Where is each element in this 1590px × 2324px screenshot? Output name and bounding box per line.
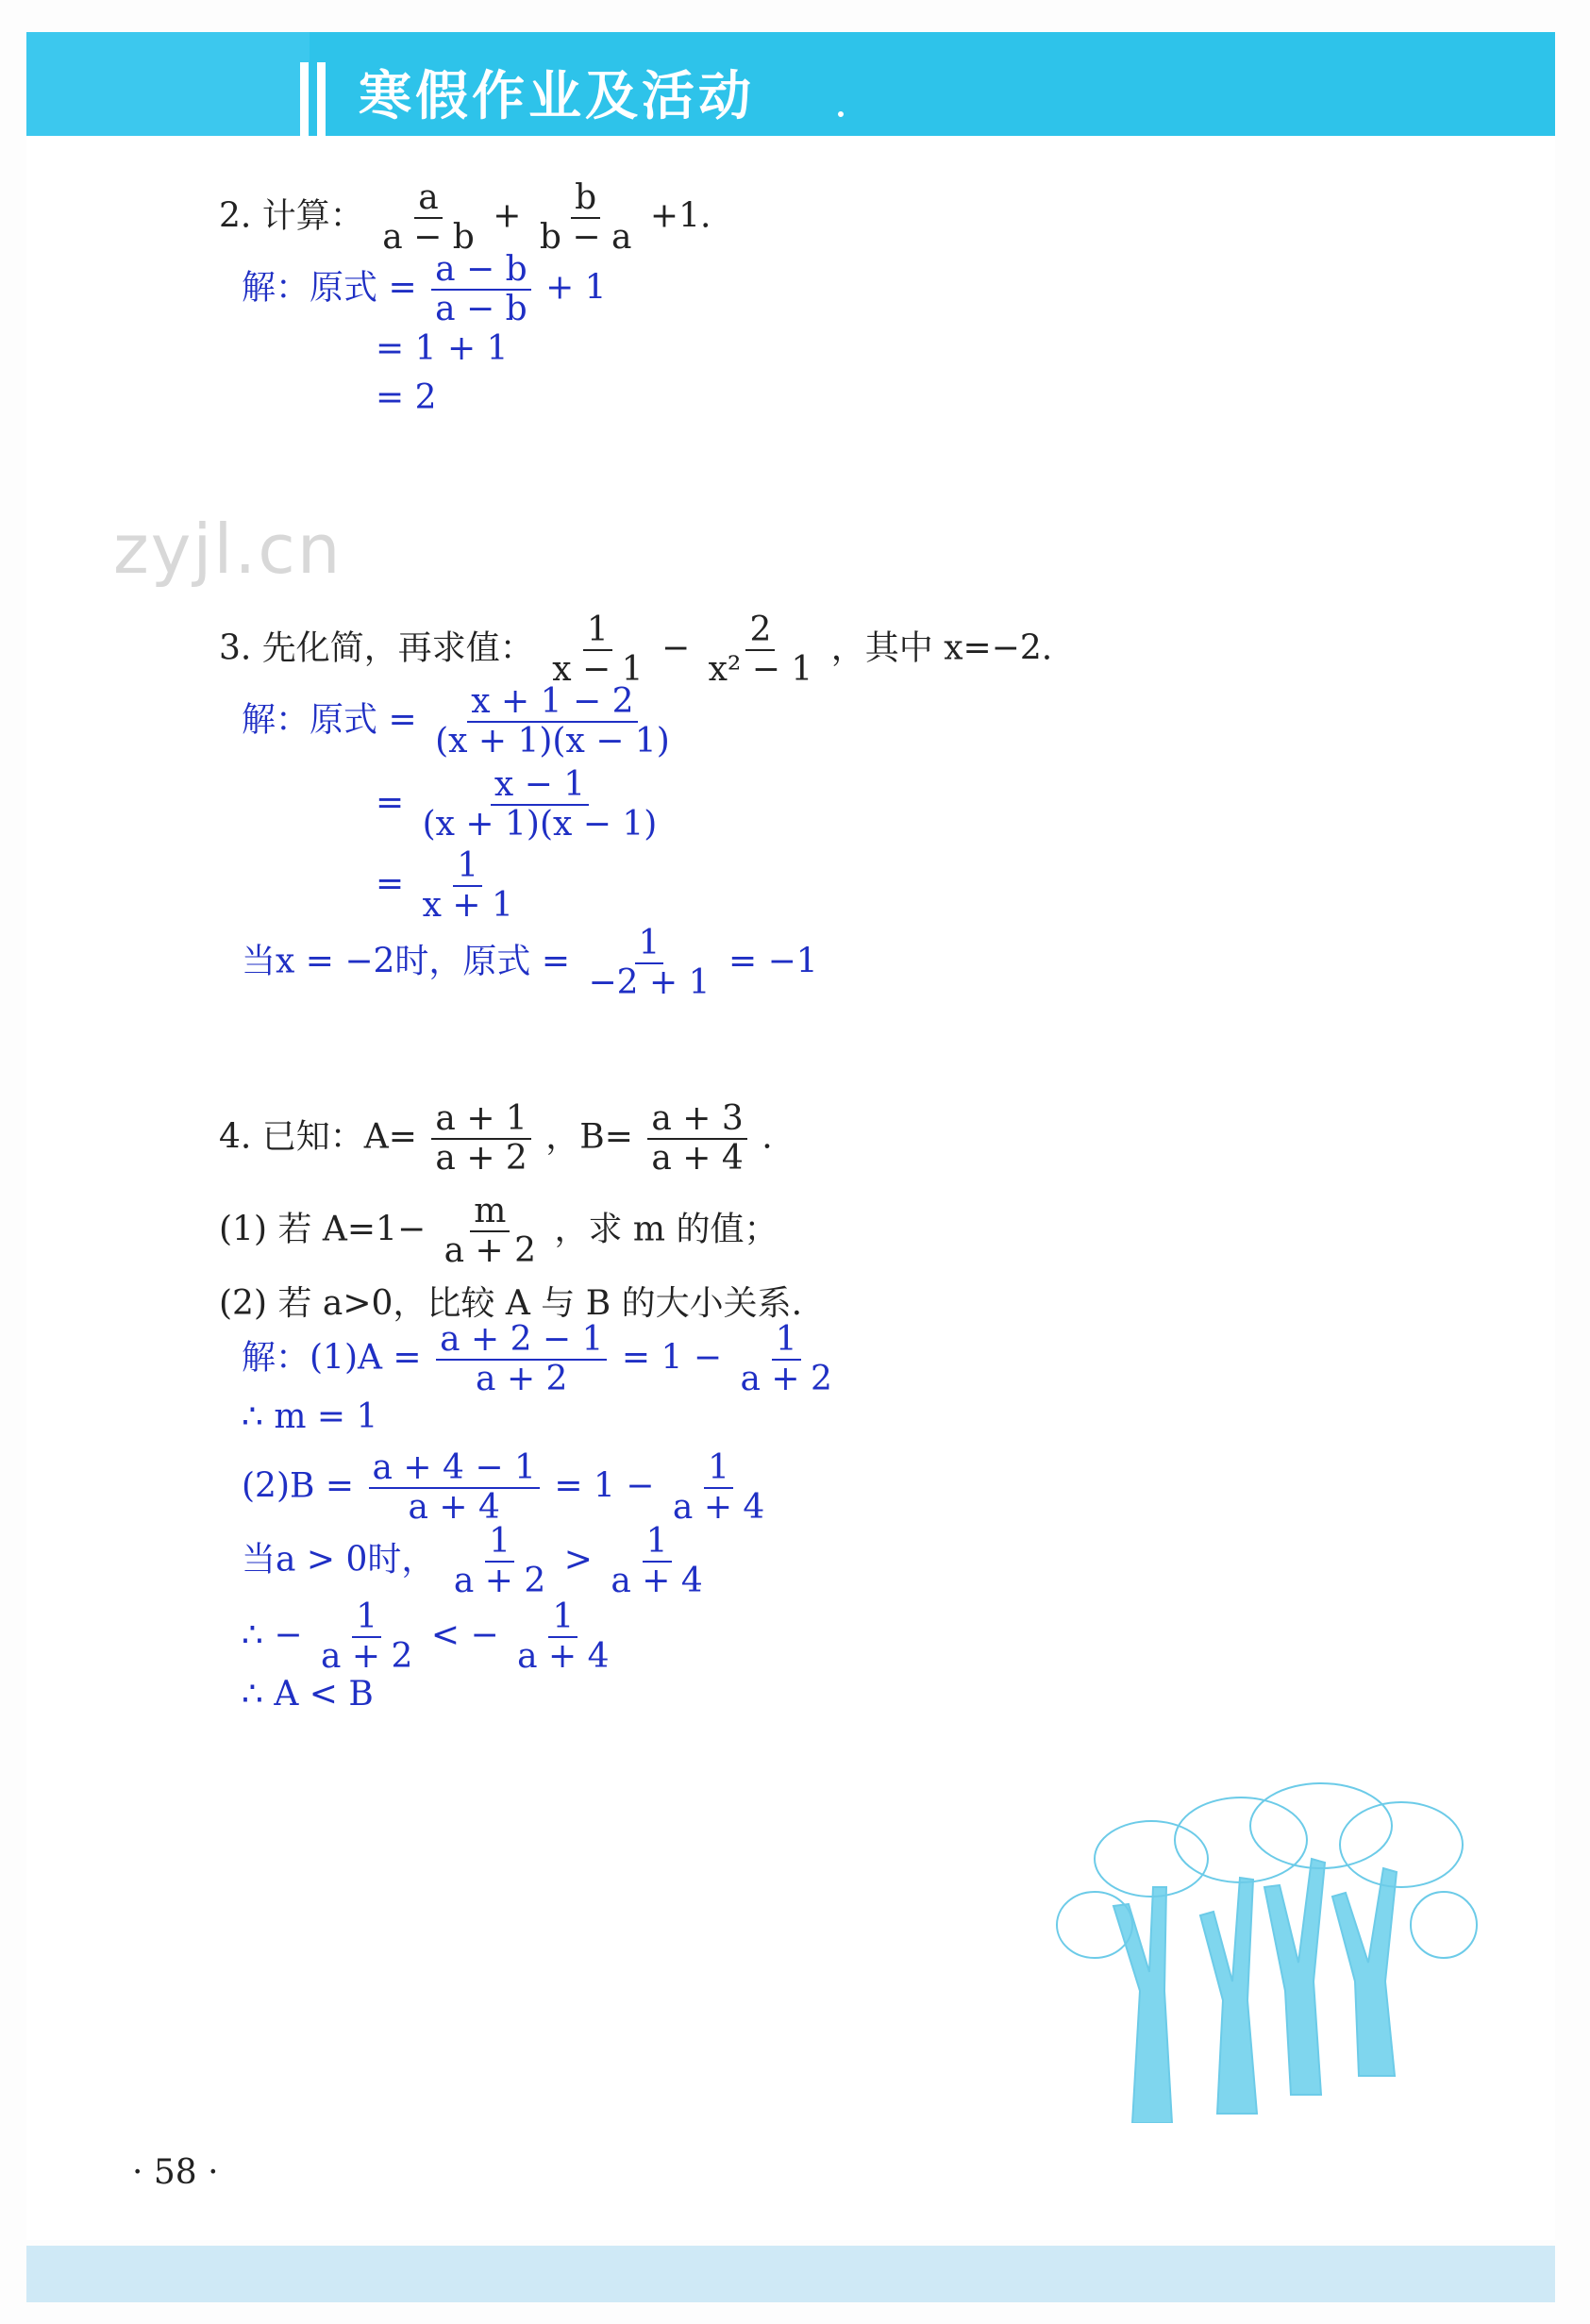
- tree-illustration: [1038, 1774, 1481, 2123]
- q2-solution-line-1: [242, 251, 607, 329]
- q4-s1-mid: = 1 −: [621, 1338, 723, 1378]
- q4-s5-mid: < −: [430, 1615, 499, 1655]
- header-title: 寒假作业及活动: [359, 66, 755, 127]
- q2-tail: +1.: [649, 196, 711, 236]
- q4-lead: 4. 已知：A=: [219, 1117, 417, 1157]
- q3-question: [219, 611, 1052, 690]
- q4-part-1-frac: $\frac{m}{a + 2}$: [444, 1192, 536, 1271]
- q4-frac-b: $\frac{a + 3}{a + 4}$: [647, 1100, 746, 1179]
- q2-frac-1: $\frac{a}{a - b}$: [382, 178, 475, 258]
- q4-solution-line-5: [242, 1598, 617, 1677]
- q3-minus: −: [661, 628, 691, 668]
- q2-question: [219, 179, 711, 258]
- q4-end: .: [762, 1117, 773, 1157]
- q4-s3-lead: (2)B =: [242, 1466, 355, 1506]
- q3-final-frac: $\frac{1}{-2 + 1}$: [588, 924, 711, 1003]
- q4-solution-line-2: ∴ m = 1: [242, 1397, 378, 1436]
- q2-sol-tail: + 1: [545, 268, 607, 308]
- q3-frac-2: $\frac{2}{\text{x² − 1}}$: [708, 610, 813, 690]
- q2-sol-frac: $\frac{a - b}{a - b}$: [431, 251, 531, 329]
- q4-part-1: [219, 1193, 778, 1271]
- q4-s5-frac-2: $\frac{1}{a + 4}$: [517, 1597, 610, 1677]
- q3-eq-2: =: [376, 864, 405, 904]
- q3-final-tail: = −1: [728, 942, 818, 981]
- page-number: · 58 ·: [132, 2153, 219, 2192]
- q4-s4-frac-2: $\frac{1}{a + 4}$: [611, 1522, 703, 1601]
- q2-solution-line-2: = 1 + 1: [376, 329, 509, 368]
- q4-s4-mid: >: [563, 1540, 593, 1580]
- q4-s3-frac-1: $\frac{a + 4 - 1}{a + 4}$: [369, 1449, 540, 1528]
- q3-final-line: [242, 925, 818, 1003]
- q4-solution-line-1: [242, 1321, 840, 1399]
- q4-part-2: (2) 若 a>0，比较 A 与 B 的大小关系.: [219, 1284, 803, 1323]
- q2-plus: +: [493, 196, 522, 236]
- q3-solution-line-2: [376, 766, 664, 844]
- q4-solution-line-4: [242, 1523, 711, 1601]
- q4-solution-line-3: [242, 1449, 772, 1528]
- q3-lead: 3. 先化简，再求值：: [219, 628, 534, 668]
- q3-frac-1: $\frac{1}{x - 1}$: [552, 610, 644, 690]
- q2-solution-line-3: = 2: [376, 378, 437, 417]
- watermark: zyjl.cn: [113, 510, 343, 589]
- q4-mid: ，B=: [545, 1117, 633, 1157]
- q4-s4-frac-1: $\frac{1}{a + 2}$: [453, 1522, 546, 1601]
- q4-s1-frac-2: $\frac{1}{a + 2}$: [740, 1320, 832, 1399]
- q3-eq-1: =: [376, 783, 405, 823]
- q3-solution-line-1: [242, 683, 678, 761]
- header-dot: [838, 111, 844, 117]
- footer-strip: [26, 2246, 1555, 2302]
- q4-question: [219, 1100, 773, 1179]
- q3-final-lead: 当x = −2时，原式 =: [242, 942, 571, 981]
- header-banner-left-block: [26, 32, 310, 136]
- q2-frac-2: $\frac{b}{b - a}$: [539, 178, 632, 258]
- q4-s3-mid: = 1 −: [554, 1466, 655, 1506]
- q3-solution-line-3: [376, 847, 521, 926]
- q4-solution-line-6: ∴ A < B: [242, 1675, 374, 1714]
- q2-solution-label: 解：原式 =: [242, 268, 417, 308]
- q3-solution-label: 解：原式 =: [242, 700, 417, 740]
- q2-lead: 2. 计算：: [219, 196, 364, 236]
- q3-tail: ，其中 x=−2.: [830, 628, 1053, 668]
- q3-sol-frac-1: $\frac{x + 1 - 2}{(x + 1)(x - 1)}$: [435, 682, 670, 761]
- q4-s1-lead: 解：(1)A =: [242, 1338, 422, 1378]
- q4-s4-lead: 当a > 0时，: [242, 1540, 436, 1580]
- q4-s5-lead: ∴ −: [242, 1615, 303, 1655]
- q4-s1-frac-1: $\frac{a + 2 - 1}{a + 2}$: [436, 1321, 607, 1399]
- q4-frac-a: $\frac{a + 1}{a + 2}$: [431, 1100, 530, 1179]
- header-stripe-icon: [300, 62, 338, 136]
- q4-part-1-lead: (1) 若 A=1−: [219, 1210, 427, 1249]
- q3-sol-frac-3: $\frac{1}{x + 1}$: [422, 846, 513, 926]
- q4-part-1-tail: ，求 m 的值；: [554, 1210, 778, 1249]
- q3-sol-frac-2: $\frac{x - 1}{(x + 1)(x - 1)}$: [422, 765, 658, 844]
- q4-s5-frac-1: $\frac{1}{a + 2}$: [320, 1597, 413, 1677]
- q4-s3-frac-2: $\frac{1}{a + 4}$: [672, 1448, 765, 1528]
